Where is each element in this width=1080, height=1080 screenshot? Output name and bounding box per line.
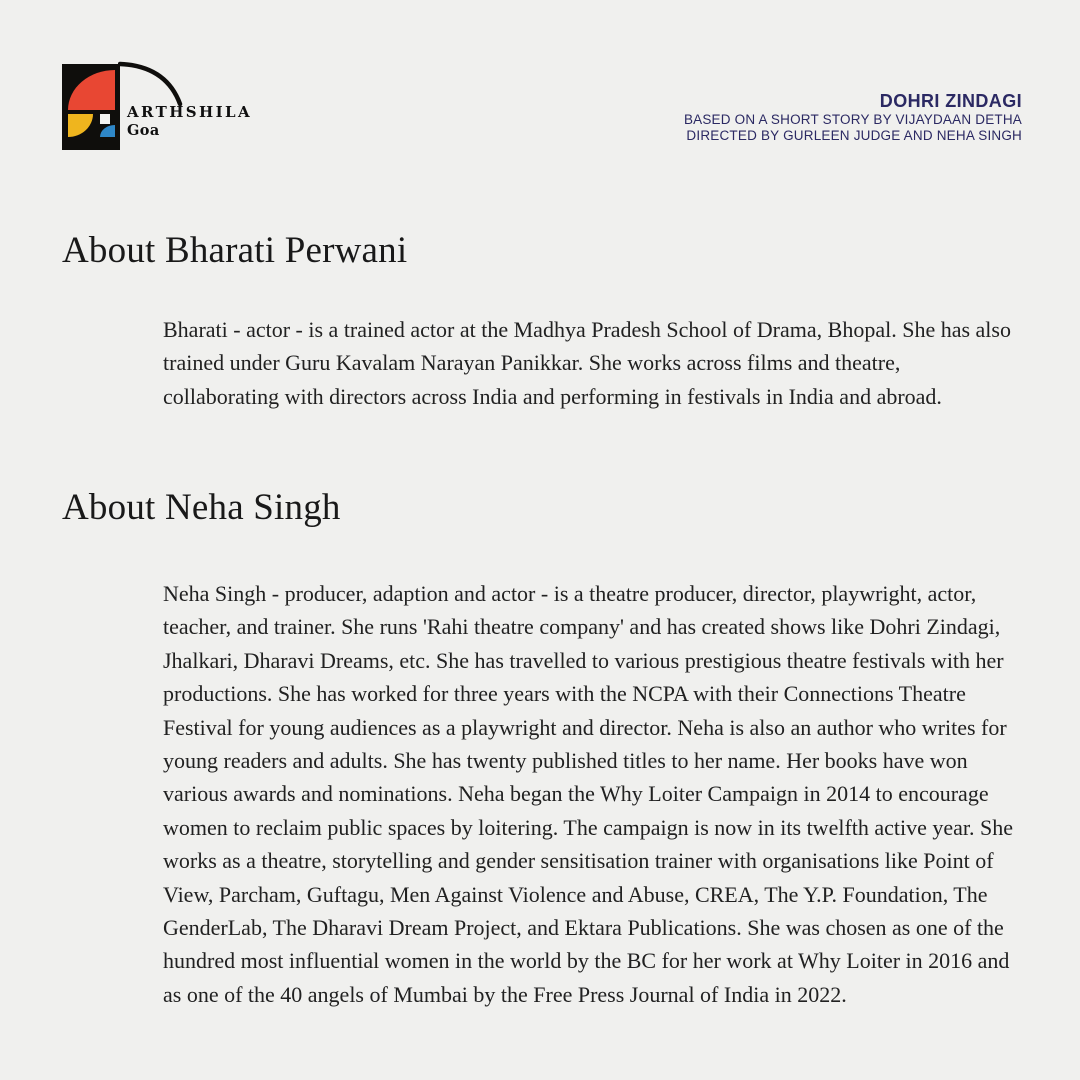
logo-white-square <box>100 114 110 124</box>
logo-swoosh-arc <box>118 58 196 108</box>
brand-name: ARTHSHILA <box>127 103 252 121</box>
section-heading-neha-singh: About Neha Singh <box>62 486 341 528</box>
brand-location: Goa <box>127 122 160 139</box>
show-subtitle-story: BASED ON A SHORT STORY BY VIJAYDAAN DETHA <box>683 112 1022 127</box>
show-credits <box>684 91 1022 143</box>
arthshila-logo-icon <box>62 64 120 150</box>
section-body-bharati-perwani: Bharati - actor - is a trained actor at the Madhya Pradesh School of Drama, Bhopal. She has also trained under Guru Kavalam Narayan Panikkar. She works across films and theatre, collaborating with directors across India and performing in festivals in India and abroad. <box>163 317 1011 409</box>
section-heading-bharati-perwani: About Bharati Perwani <box>62 229 408 271</box>
show-subtitle-directors: DIRECTED BY GURLEEN JUDGE AND NEHA SINGH <box>686 127 1022 143</box>
show-title: DOHRI ZINDAGI <box>879 91 1022 111</box>
section-body-neha-singh: Neha Singh - producer, adaption and actor - is a theatre producer, director, playwright, actor, teacher, and trainer. She runs 'Rahi theatre company' and has created shows like Dohri Zindagi, Jhalkari, Dharavi Dreams, etc. She has travelled to various prestigious theatre festivals with her productions. She has worked for three years with the NCPA with their Connections Theatre Festival for young audiences as a playwright and director. Neha is also an author who writes for young readers and adults. She has twenty published titles to her name. Her books have won various awards and nominations. Neha began the Why Loiter Campaign in 2014 to encourage women to reclaim public spaces by loitering. The campaign is now in its twelfth active year. She works as a theatre, storytelling and gender sensitisation trainer with organisations like Point of View, Parcham, Guftagu, Men Against Violence and Abuse, CREA, The Y.P. Foundation, The GenderLab, The Dharavi Dream Project, and Ektara Publications. She was chosen as one of the hundred most influential women in the world by the BC for her work at Why Loiter in 2016 and as one of the 40 angels of Mumbai by the Free Press Journal of India in 2022. <box>163 581 1014 1007</box>
brand-wordmark <box>127 104 252 139</box>
